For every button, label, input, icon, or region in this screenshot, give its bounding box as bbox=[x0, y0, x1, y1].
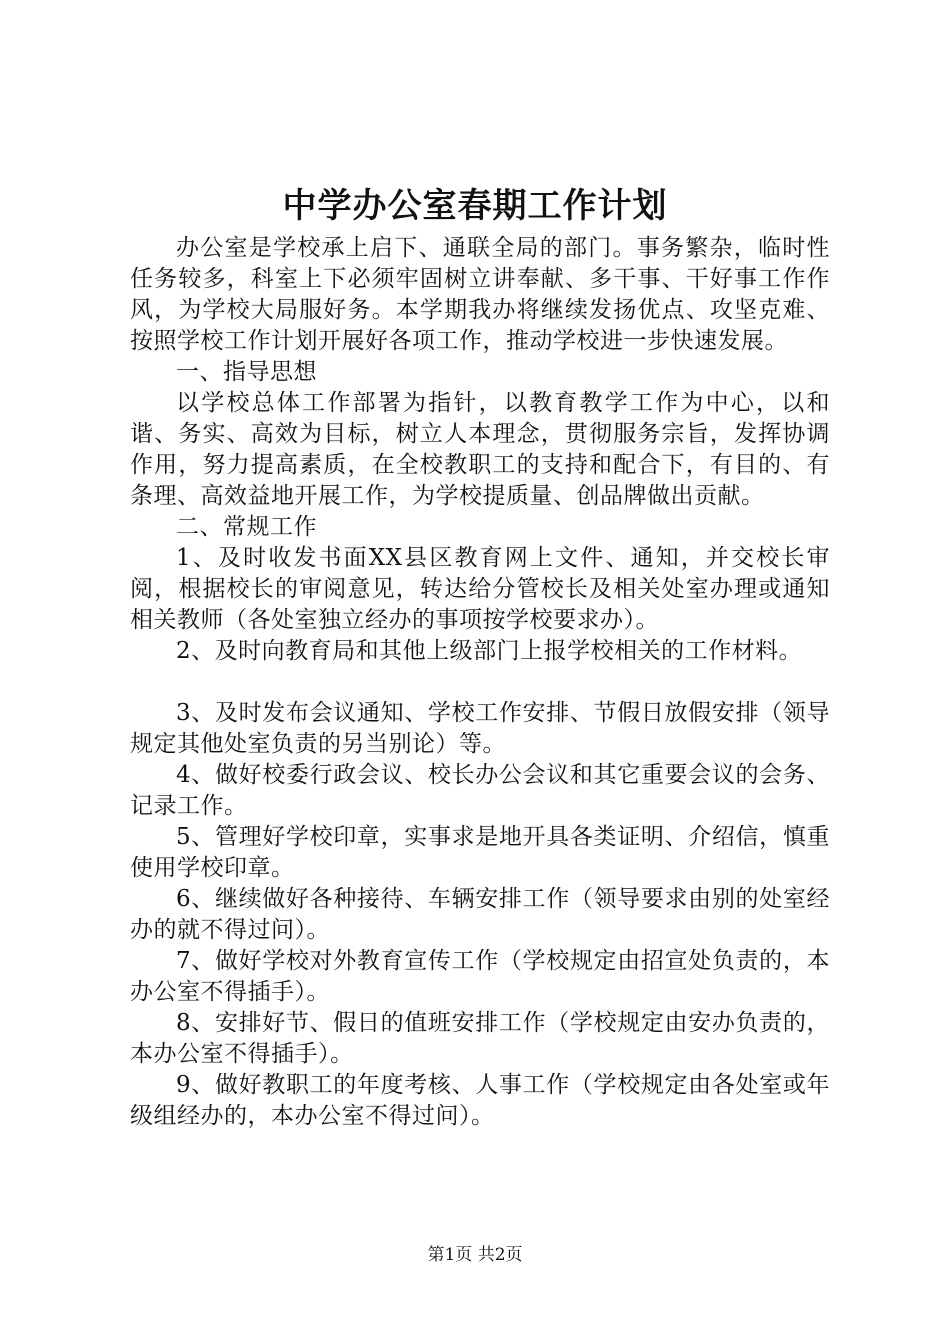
routine-item-6: 6、继续做好各种接待、车辆安排工作（领导要求由别的处室经办的就不得过问）。 bbox=[130, 886, 830, 943]
routine-item-7: 7、做好学校对外教育宣传工作（学校规定由招宣处负责的，本办公室不得插手）。 bbox=[130, 948, 830, 1005]
routine-item-3: 3、及时发布会议通知、学校工作安排、节假日放假安排（领导规定其他处室负责的另当别论）等。 bbox=[130, 700, 830, 757]
routine-item-8: 8、安排好节、假日的值班安排工作（学校规定由安办负责的，本办公室不得插手）。 bbox=[130, 1010, 830, 1067]
routine-item-4: 4、做好校委行政会议、校长办公会议和其它重要会议的会务、记录工作。 bbox=[130, 762, 830, 819]
routine-item-2: 2、及时向教育局和其他上级部门上报学校相关的工作材料。 bbox=[176, 638, 803, 664]
document-body bbox=[130, 233, 830, 1132]
intro-paragraph: 办公室是学校承上启下、通联全局的部门。事务繁杂，临时性任务较多，科室上下必须牢固树立讲奉献、多干事、干好事工作作风，为学校大局服好务。本学期我办将继续发扬优点、攻坚克难、按照学校工作计划开展好各项工作，推动学校进一步快速发展。 bbox=[130, 235, 830, 354]
section-heading-routine-work: 二、常规工作 bbox=[176, 514, 317, 540]
section-heading-guiding-thought: 一、指导思想 bbox=[176, 359, 317, 385]
page-footer: 第1页 共2页 bbox=[427, 1245, 523, 1265]
routine-item-9: 9、做好教职工的年度考核、人事工作（学校规定由各处室或年级组经办的，本办公室不得过问）。 bbox=[130, 1072, 830, 1129]
document-title: 中学办公室春期工作计划 bbox=[282, 186, 668, 226]
routine-item-5: 5、管理好学校印章，实事求是地开具各类证明、介绍信，慎重使用学校印章。 bbox=[130, 824, 830, 881]
guiding-thought-paragraph: 以学校总体工作部署为指针，以教育教学工作为中心，以和谐、务实、高效为目标，树立人本理念，贯彻服务宗旨，发挥协调作用，努力提高素质，在全校教职工的支持和配合下，有目的、有条理、高效益地开展工作，为学校提质量、创品牌做出贡献。 bbox=[130, 390, 830, 509]
routine-item-1: 1、及时收发书面XX县区教育网上文件、通知，并交校长审阅，根据校长的审阅意见，转达给分管校长及相关处室办理或通知相关教师（各处室独立经办的事项按学校要求办）。 bbox=[130, 545, 830, 633]
